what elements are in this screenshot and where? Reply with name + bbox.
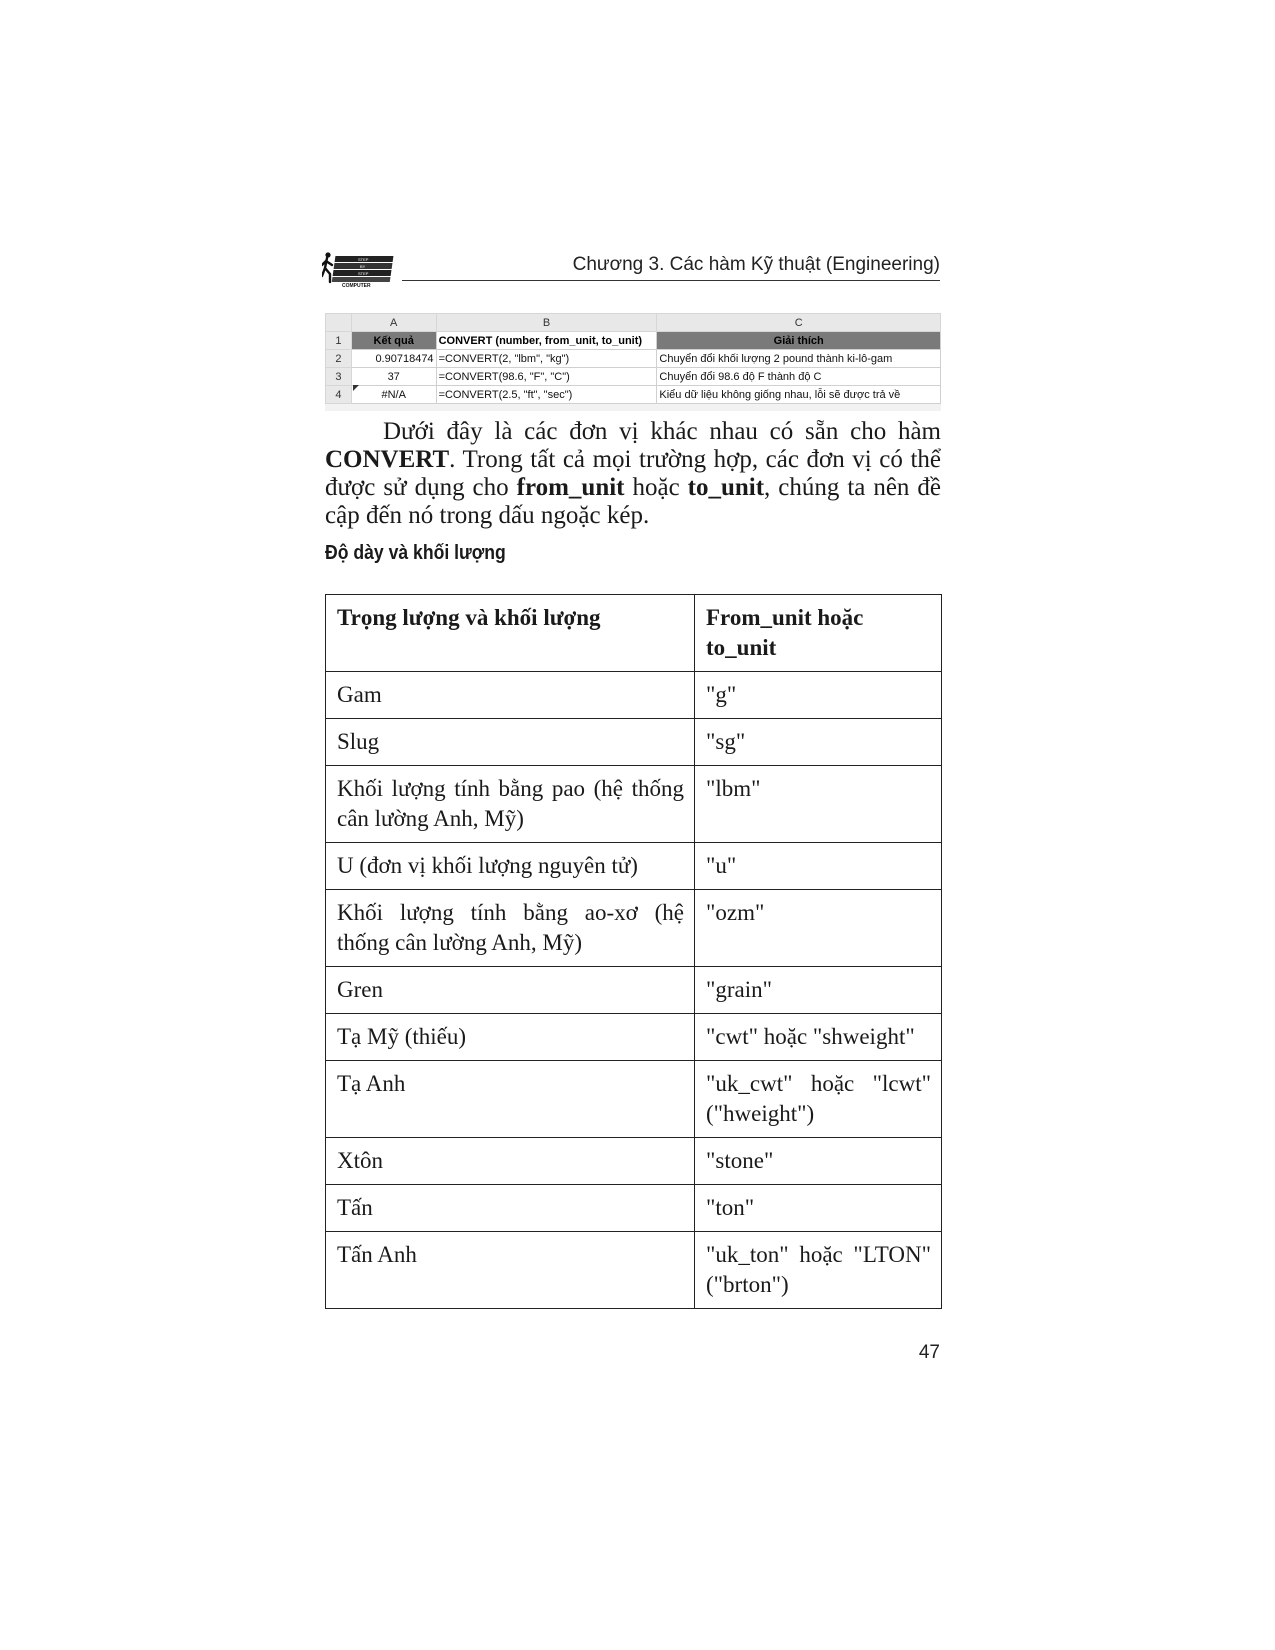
spreadsheet-example xyxy=(325,313,941,411)
svg-text:COMPUTER: COMPUTER xyxy=(342,283,371,288)
table-row xyxy=(326,1014,942,1061)
unit-code: "cwt" hoặc "shweight" xyxy=(695,1014,942,1061)
page-header xyxy=(322,248,940,288)
column-header: From_unit hoặc to_unit xyxy=(695,595,942,672)
table-row xyxy=(326,1232,942,1309)
unit-name: Tấn xyxy=(326,1185,695,1232)
table-row xyxy=(326,719,942,766)
table-row xyxy=(326,672,942,719)
column-header-c[interactable]: C xyxy=(657,314,941,332)
unit-code: "stone" xyxy=(695,1138,942,1185)
unit-code: "ton" xyxy=(695,1185,942,1232)
select-all-corner[interactable] xyxy=(326,314,352,332)
row-header[interactable]: 2 xyxy=(326,350,352,368)
row-header[interactable]: 4 xyxy=(326,386,352,404)
unit-name: Gam xyxy=(326,672,695,719)
column-header-b[interactable]: B xyxy=(436,314,657,332)
page-number: 47 xyxy=(918,1342,940,1363)
column-header-a[interactable]: A xyxy=(351,314,436,332)
column-header: Trọng lượng và khối lượng xyxy=(326,595,695,672)
table-header-row xyxy=(326,595,942,672)
cell-a2[interactable]: 0.90718474 xyxy=(351,350,436,368)
cell-a3[interactable]: 37 xyxy=(351,368,436,386)
error-indicator-icon[interactable] xyxy=(353,385,359,391)
table-row xyxy=(326,890,942,967)
cell-a4[interactable]: #N/A xyxy=(351,386,436,404)
table-row xyxy=(326,843,942,890)
header-rule xyxy=(402,280,940,281)
unit-name: Khối lượng tính bằng pao (hệ thống cân lường Anh, Mỹ) xyxy=(326,766,695,843)
row-header[interactable]: 3 xyxy=(326,368,352,386)
svg-text:STEP: STEP xyxy=(358,257,369,262)
svg-text:STEP: STEP xyxy=(358,271,369,276)
row-header[interactable]: 1 xyxy=(326,332,352,350)
chapter-title: Chương 3. Các hàm Kỹ thuật (Engineering) xyxy=(572,254,940,275)
table-row xyxy=(326,766,942,843)
cell-c2[interactable]: Chuyển đổi khối lượng 2 pound thành ki-lô-gam xyxy=(657,350,941,368)
table-row xyxy=(326,1185,942,1232)
units-table xyxy=(325,594,942,1309)
cell-c3[interactable]: Chuyển đổi 98.6 độ F thành độ C xyxy=(657,368,941,386)
cell-b2[interactable]: =CONVERT(2, "lbm", "kg") xyxy=(436,350,657,368)
unit-code: "ozm" xyxy=(695,890,942,967)
unit-name: Gren xyxy=(326,967,695,1014)
unit-code: "uk_ton" hoặc "LTON" ("brton") xyxy=(695,1232,942,1309)
body-paragraph: Dưới đây là các đơn vị khác nhau có sẵn cho hàm CONVERT. Trong tất cả mọi trường hợp, các đơn vị có thể được sử dụng cho from_unit hoặc to_unit, chúng ta nên đề cập đến nó trong dấu ngoặc kép. xyxy=(325,418,941,529)
unit-code: "u" xyxy=(695,843,942,890)
unit-code: "grain" xyxy=(695,967,942,1014)
cell-a1[interactable]: Kết quả xyxy=(351,332,436,350)
cell-c4[interactable]: Kiểu dữ liệu không giống nhau, lỗi sẽ được trả về xyxy=(657,386,941,404)
unit-name: Tạ Anh xyxy=(326,1061,695,1138)
cell-b3[interactable]: =CONVERT(98.6, "F", "C") xyxy=(436,368,657,386)
unit-name: Tấn Anh xyxy=(326,1232,695,1309)
unit-name: Tạ Mỹ (thiếu) xyxy=(326,1014,695,1061)
unit-code: "g" xyxy=(695,672,942,719)
svg-text:BY: BY xyxy=(360,264,366,269)
section-heading: Độ dày và khối lượng xyxy=(325,542,506,564)
unit-code: "uk_cwt" hoặc "lcwt" ("hweight") xyxy=(695,1061,942,1138)
unit-code: "lbm" xyxy=(695,766,942,843)
unit-name: Khối lượng tính bằng ao-xơ (hệ thống cân lường Anh, Mỹ) xyxy=(326,890,695,967)
cell-b1[interactable]: CONVERT (number, from_unit, to_unit) xyxy=(436,332,657,350)
unit-name: U (đơn vị khối lượng nguyên tử) xyxy=(326,843,695,890)
unit-name: Xtôn xyxy=(326,1138,695,1185)
cell-b4[interactable]: =CONVERT(2.5, "ft", "sec") xyxy=(436,386,657,404)
table-row xyxy=(326,1138,942,1185)
cell-c1[interactable]: Giải thích xyxy=(657,332,941,350)
table-row xyxy=(326,967,942,1014)
table-row xyxy=(326,1061,942,1138)
unit-name: Slug xyxy=(326,719,695,766)
step-by-step-logo xyxy=(322,252,402,288)
unit-code: "sg" xyxy=(695,719,942,766)
